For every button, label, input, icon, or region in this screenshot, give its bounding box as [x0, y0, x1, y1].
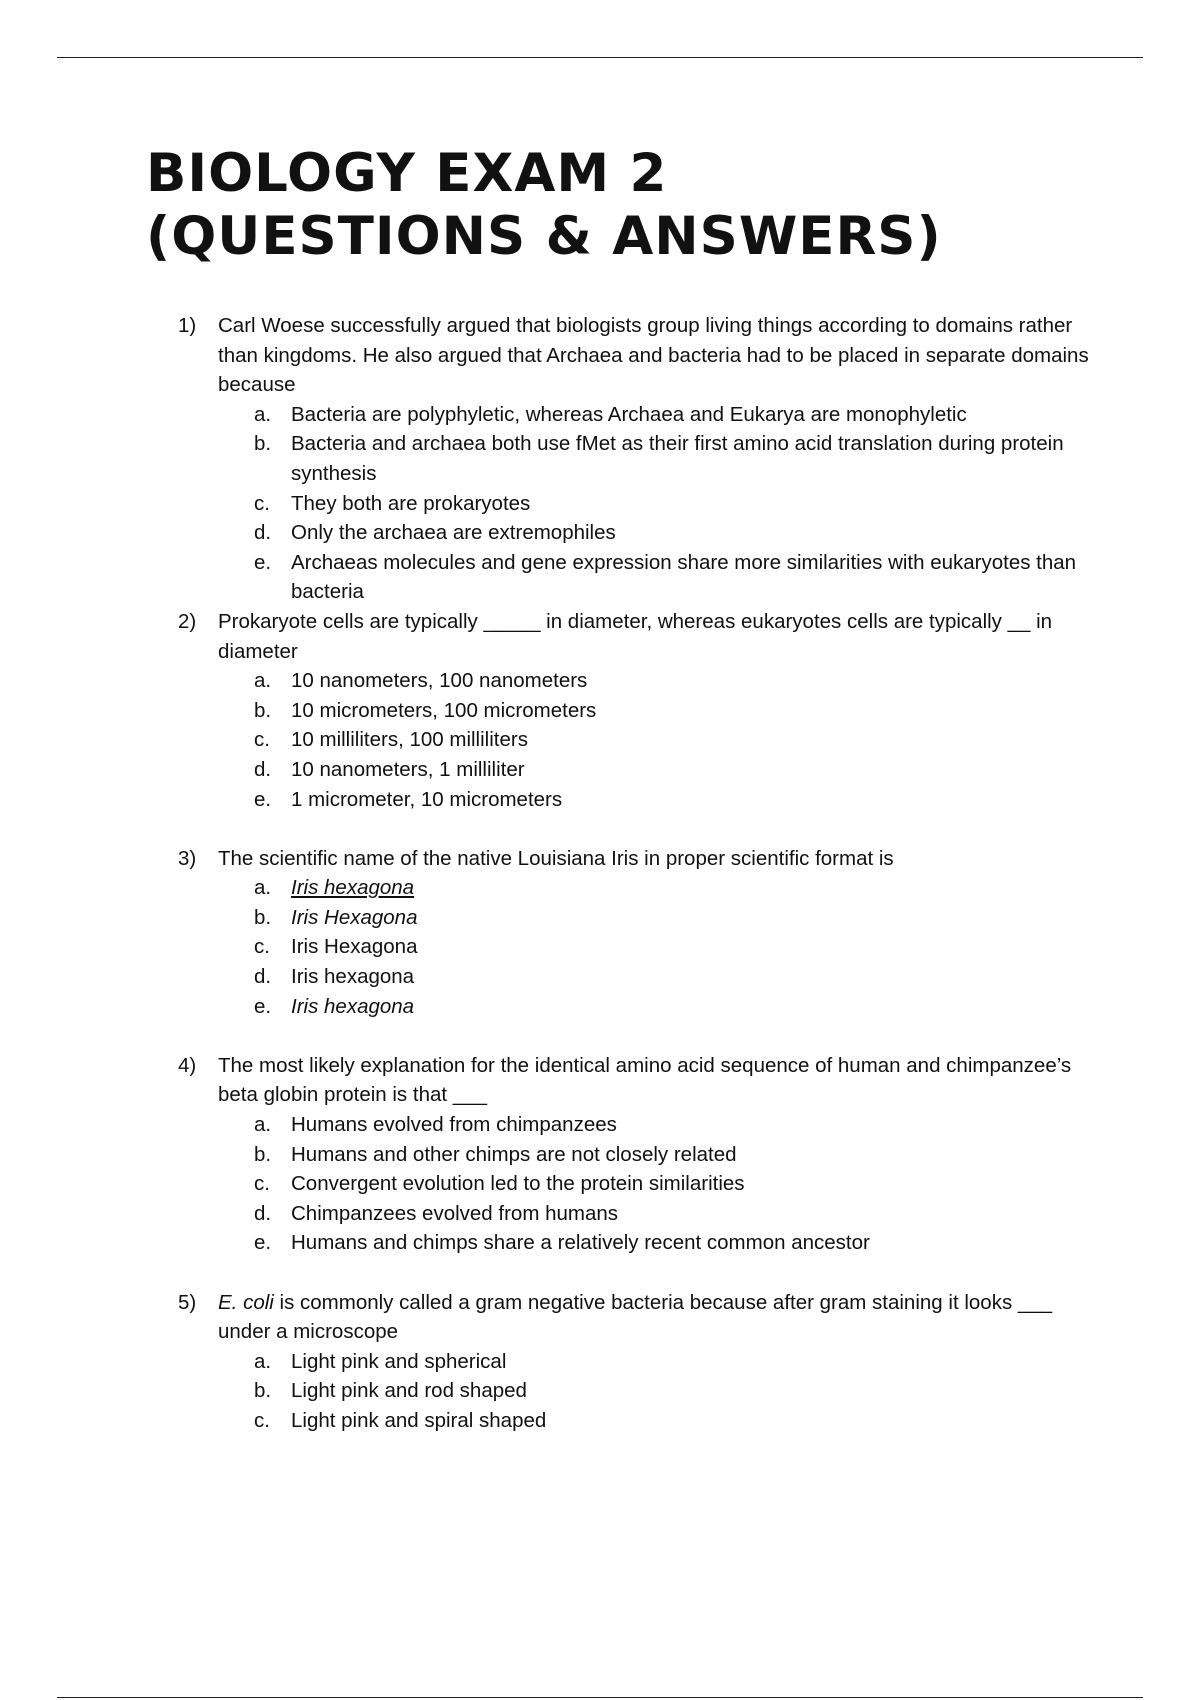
question-3 — [178, 844, 1098, 1022]
option-b — [218, 903, 1098, 933]
option-text: 10 nanometers, 100 nanometers — [291, 669, 588, 693]
option-letter: a. — [254, 876, 272, 900]
option-text: 1 micrometer, 10 micrometers — [291, 787, 563, 811]
question-number: 2) — [178, 609, 197, 633]
question-list — [178, 311, 1098, 1436]
option-a — [218, 666, 1098, 696]
top-rule — [57, 57, 1143, 58]
option-letter: b. — [254, 432, 272, 456]
question-number: 1) — [178, 314, 197, 337]
option-text: Humans and chimps share a relatively recent common ancestor — [291, 1231, 870, 1255]
option-text: Only the archaea are extremophiles — [291, 521, 616, 545]
question-2 — [178, 607, 1098, 814]
option-text: 10 micrometers, 100 micrometers — [291, 698, 597, 722]
option-text: Iris Hexagona — [291, 905, 418, 929]
option-d — [218, 962, 1098, 992]
option-letter: a. — [254, 1113, 272, 1137]
question-number: 4) — [178, 1053, 197, 1077]
question-1 — [178, 311, 1098, 607]
option-a — [218, 400, 1098, 430]
question-text: The most likely explanation for the identical amino acid sequence of human and chimpanzee’s beta globin protein is that ___ — [218, 1053, 1072, 1107]
option-b — [218, 429, 1098, 488]
option-e — [218, 785, 1098, 815]
option-c — [218, 932, 1098, 962]
option-letter: b. — [254, 698, 272, 722]
option-letter: e. — [254, 1231, 272, 1255]
option-a — [218, 873, 1098, 903]
option-letter: d. — [254, 1201, 272, 1225]
option-letter: d. — [254, 757, 272, 781]
option-b — [218, 1140, 1098, 1170]
options-list — [218, 873, 1098, 1021]
option-text: Iris Hexagona — [291, 935, 418, 959]
option-a — [218, 1347, 1098, 1377]
option-c — [218, 489, 1098, 519]
species-name: E. coli — [218, 1290, 274, 1314]
option-text: Convergent evolution led to the protein similarities — [291, 1172, 745, 1196]
option-d — [218, 755, 1098, 785]
option-b — [218, 696, 1098, 726]
option-letter: e. — [254, 787, 272, 811]
option-letter: e. — [254, 550, 272, 574]
option-d — [218, 1199, 1098, 1229]
option-a — [218, 1110, 1098, 1140]
option-e — [218, 1228, 1098, 1258]
option-text: Bacteria and archaea both use fMet as their first amino acid translation during protein synthesis — [291, 432, 1064, 485]
option-letter: e. — [254, 994, 272, 1018]
option-text: Bacteria are polyphyletic, whereas Archaea and Eukarya are monophyletic — [291, 402, 967, 426]
options-list — [218, 1347, 1098, 1436]
option-e — [218, 992, 1098, 1022]
option-c — [218, 1406, 1098, 1436]
option-letter: c. — [254, 1408, 270, 1432]
options-list — [218, 666, 1098, 814]
bottom-rule — [57, 1697, 1143, 1698]
question-text: Carl Woese successfully argued that biologists group living things according to domains rather than kingdoms. He also argued that Archaea and bacteria had to be placed in separate domains because — [218, 314, 1089, 397]
option-text: Humans evolved from chimpanzees — [291, 1113, 617, 1137]
option-d — [218, 518, 1098, 548]
option-letter: a. — [254, 402, 272, 426]
question-text: Prokaryote cells are typically _____ in diameter, whereas eukaryotes cells are typically __ in diameter — [218, 609, 1053, 663]
option-letter: b. — [254, 1142, 272, 1166]
question-number: 3) — [178, 846, 197, 870]
option-letter: c. — [254, 935, 270, 959]
options-list — [218, 1110, 1098, 1258]
option-text: Chimpanzees evolved from humans — [291, 1201, 619, 1225]
page-title — [146, 142, 1146, 268]
option-b — [218, 1376, 1098, 1406]
question-text-rest: is commonly called a gram negative bacteria because after gram staining it looks ___ under a microscope — [218, 1290, 1053, 1344]
option-letter: b. — [254, 905, 272, 929]
option-letter: a. — [254, 1349, 272, 1373]
option-text: Iris hexagona — [291, 876, 415, 900]
option-text: Light pink and spiral shaped — [291, 1408, 547, 1432]
option-letter: b. — [254, 1379, 272, 1403]
question-4 — [178, 1051, 1098, 1258]
option-text: They both are prokaryotes — [291, 491, 531, 515]
option-text: Iris hexagona — [291, 994, 415, 1018]
option-text: 10 milliliters, 100 milliliters — [291, 728, 528, 752]
title-line-2: (QUESTIONS & ANSWERS) — [146, 206, 942, 267]
question-text — [218, 1288, 1098, 1347]
option-letter: d. — [254, 521, 272, 545]
option-letter: c. — [254, 1172, 270, 1196]
option-letter: c. — [254, 491, 270, 515]
option-c — [218, 1169, 1098, 1199]
option-text: 10 nanometers, 1 milliliter — [291, 757, 525, 781]
option-letter: c. — [254, 728, 270, 752]
question-text: The scientific name of the native Louisiana Iris in proper scientific format is — [218, 846, 894, 870]
option-e — [218, 548, 1098, 607]
title-line-1: BIOLOGY EXAM 2 — [146, 143, 668, 204]
question-number: 5) — [178, 1290, 197, 1314]
option-text: Light pink and spherical — [291, 1349, 507, 1373]
option-text: Iris hexagona — [291, 965, 415, 989]
option-text: Humans and other chimps are not closely related — [291, 1142, 737, 1166]
option-text: Light pink and rod shaped — [291, 1379, 527, 1403]
question-5 — [178, 1288, 1098, 1436]
option-letter: d. — [254, 965, 272, 989]
option-text: Archaeas molecules and gene expression share more similarities with eukaryotes than bacteria — [291, 550, 1077, 604]
options-list — [218, 400, 1098, 607]
option-letter: a. — [254, 669, 272, 693]
option-c — [218, 725, 1098, 755]
